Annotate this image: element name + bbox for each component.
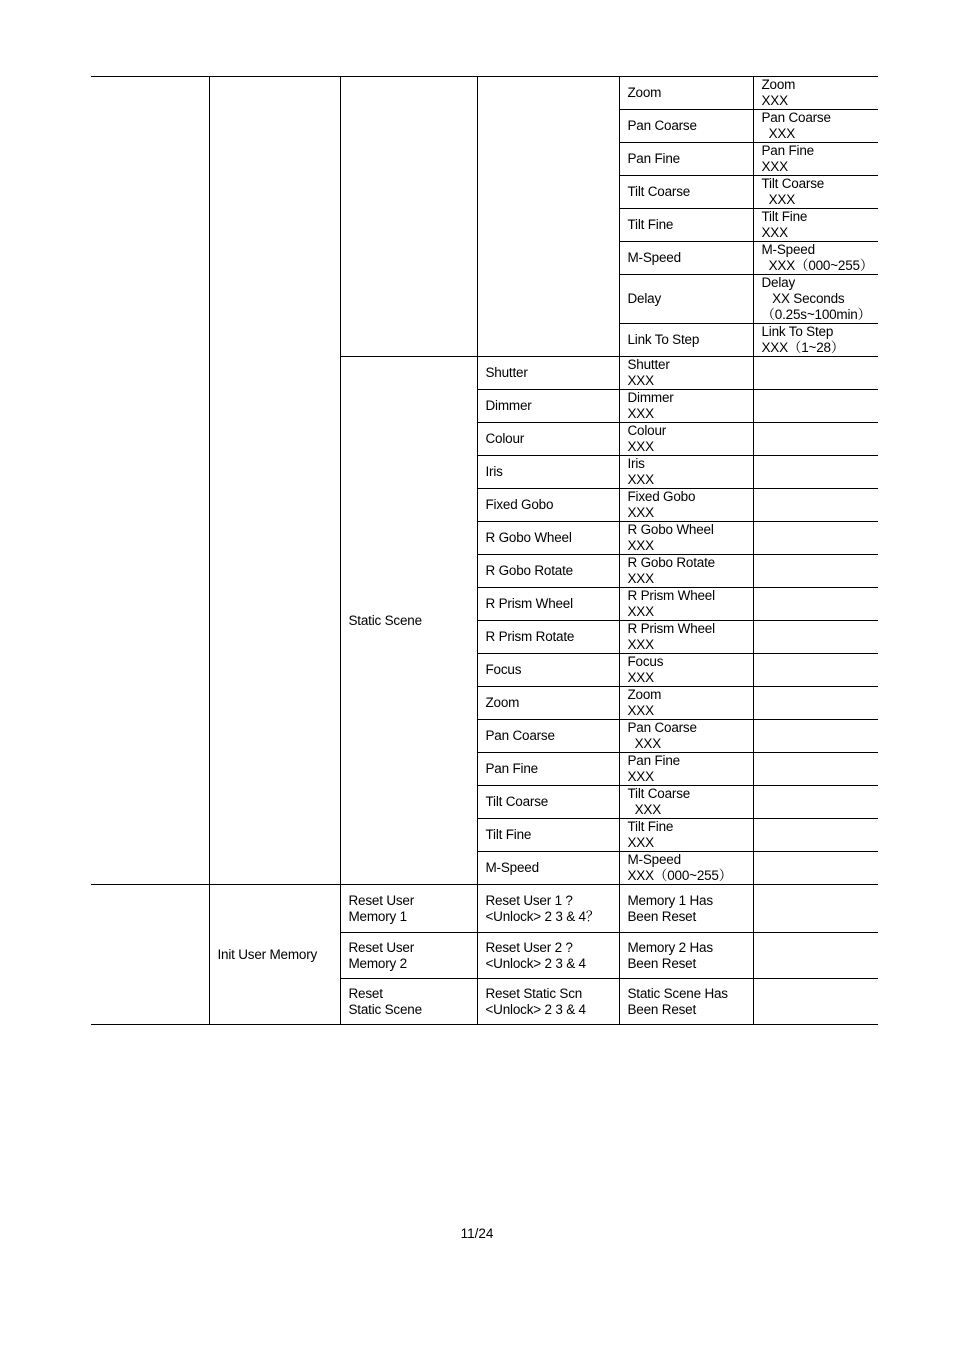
empty-cell — [753, 423, 878, 456]
empty-cell — [753, 588, 878, 621]
display-cell: Tilt Coarse XXX — [619, 786, 753, 819]
display-cell: Dimmer XXX — [619, 390, 753, 423]
reset-item-cell: Reset User Memory 1 — [340, 885, 477, 933]
display-cell: Focus XXX — [619, 654, 753, 687]
empty-cell — [753, 885, 878, 933]
function-cell: Tilt Coarse — [619, 176, 753, 209]
table-row — [91, 885, 878, 933]
empty-cell — [753, 852, 878, 885]
level-4-empty-cell — [477, 77, 619, 357]
page-number: 11/24 — [460, 1226, 494, 1241]
function-cell: Focus — [477, 654, 619, 687]
empty-cell — [753, 786, 878, 819]
empty-cell — [753, 456, 878, 489]
function-cell: R Gobo Rotate — [477, 555, 619, 588]
empty-cell — [753, 819, 878, 852]
display-cell: Link To Step XXX（1~28） — [753, 324, 878, 357]
reset-result-cell: Static Scene Has Been Reset — [619, 979, 753, 1025]
function-cell: R Prism Rotate — [477, 621, 619, 654]
function-cell: Pan Coarse — [619, 110, 753, 143]
display-cell: M-Speed XXX（000~255） — [753, 242, 878, 275]
display-cell: Pan Fine XXX — [753, 143, 878, 176]
function-cell: Zoom — [477, 687, 619, 720]
function-cell: M-Speed — [477, 852, 619, 885]
reset-result-cell: Memory 2 Has Been Reset — [619, 933, 753, 979]
display-cell: R Prism Wheel XXX — [619, 621, 753, 654]
display-cell: Pan Fine XXX — [619, 753, 753, 786]
reset-prompt-cell: Reset User 2 ? <Unlock> 2 3 & 4 — [477, 933, 619, 979]
display-cell: Iris XXX — [619, 456, 753, 489]
empty-cell — [753, 621, 878, 654]
empty-cell — [753, 390, 878, 423]
function-cell: Link To Step — [619, 324, 753, 357]
empty-cell — [753, 979, 878, 1025]
display-cell: Fixed Gobo XXX — [619, 489, 753, 522]
display-cell: Tilt Fine XXX — [753, 209, 878, 242]
empty-cell — [753, 522, 878, 555]
display-cell: M-Speed XXX（000~255） — [619, 852, 753, 885]
function-cell: M-Speed — [619, 242, 753, 275]
function-cell: R Gobo Wheel — [477, 522, 619, 555]
reset-item-cell: Reset Static Scene — [340, 979, 477, 1025]
menu-table-body — [91, 77, 878, 1025]
display-cell: Tilt Fine XXX — [619, 819, 753, 852]
display-cell: Zoom XXX — [753, 77, 878, 110]
function-cell: Iris — [477, 456, 619, 489]
display-cell: R Gobo Rotate XXX — [619, 555, 753, 588]
empty-cell — [753, 489, 878, 522]
display-cell: Zoom XXX — [619, 687, 753, 720]
function-cell: R Prism Wheel — [477, 588, 619, 621]
function-cell: Fixed Gobo — [477, 489, 619, 522]
function-cell: Tilt Coarse — [477, 786, 619, 819]
empty-cell — [753, 357, 878, 390]
init-user-memory-label: Init User Memory — [209, 885, 340, 1025]
empty-cell — [753, 555, 878, 588]
level-1-empty-cell — [91, 885, 209, 1025]
function-cell: Shutter — [477, 357, 619, 390]
function-cell: Delay — [619, 275, 753, 324]
empty-cell — [753, 753, 878, 786]
function-cell: Tilt Fine — [477, 819, 619, 852]
empty-cell — [753, 933, 878, 979]
function-cell: Pan Fine — [477, 753, 619, 786]
display-cell: Colour XXX — [619, 423, 753, 456]
display-cell: Pan Coarse XXX — [753, 110, 878, 143]
display-cell: Pan Coarse XXX — [619, 720, 753, 753]
reset-result-cell: Memory 1 Has Been Reset — [619, 885, 753, 933]
function-cell: Dimmer — [477, 390, 619, 423]
display-cell: Delay XX Seconds （0.25s~100min） — [753, 275, 878, 324]
table-row — [91, 77, 878, 110]
level-2-empty-cell — [209, 77, 340, 885]
display-cell: R Prism Wheel XXX — [619, 588, 753, 621]
menu-structure-table — [91, 76, 878, 1025]
reset-item-cell: Reset User Memory 2 — [340, 933, 477, 979]
function-cell: Tilt Fine — [619, 209, 753, 242]
function-cell: Pan Coarse — [477, 720, 619, 753]
empty-cell — [753, 687, 878, 720]
empty-cell — [753, 720, 878, 753]
level-1-empty-cell — [91, 77, 209, 885]
display-cell: R Gobo Wheel XXX — [619, 522, 753, 555]
function-cell: Colour — [477, 423, 619, 456]
level-3-empty-cell — [340, 77, 477, 357]
reset-prompt-cell: Reset Static Scn <Unlock> 2 3 & 4 — [477, 979, 619, 1025]
display-cell: Shutter XXX — [619, 357, 753, 390]
function-cell: Zoom — [619, 77, 753, 110]
reset-prompt-cell: Reset User 1 ? <Unlock> 2 3 & 4？ — [477, 885, 619, 933]
empty-cell — [753, 654, 878, 687]
display-cell: Tilt Coarse XXX — [753, 176, 878, 209]
static-scene-label: Static Scene — [340, 357, 477, 885]
function-cell: Pan Fine — [619, 143, 753, 176]
